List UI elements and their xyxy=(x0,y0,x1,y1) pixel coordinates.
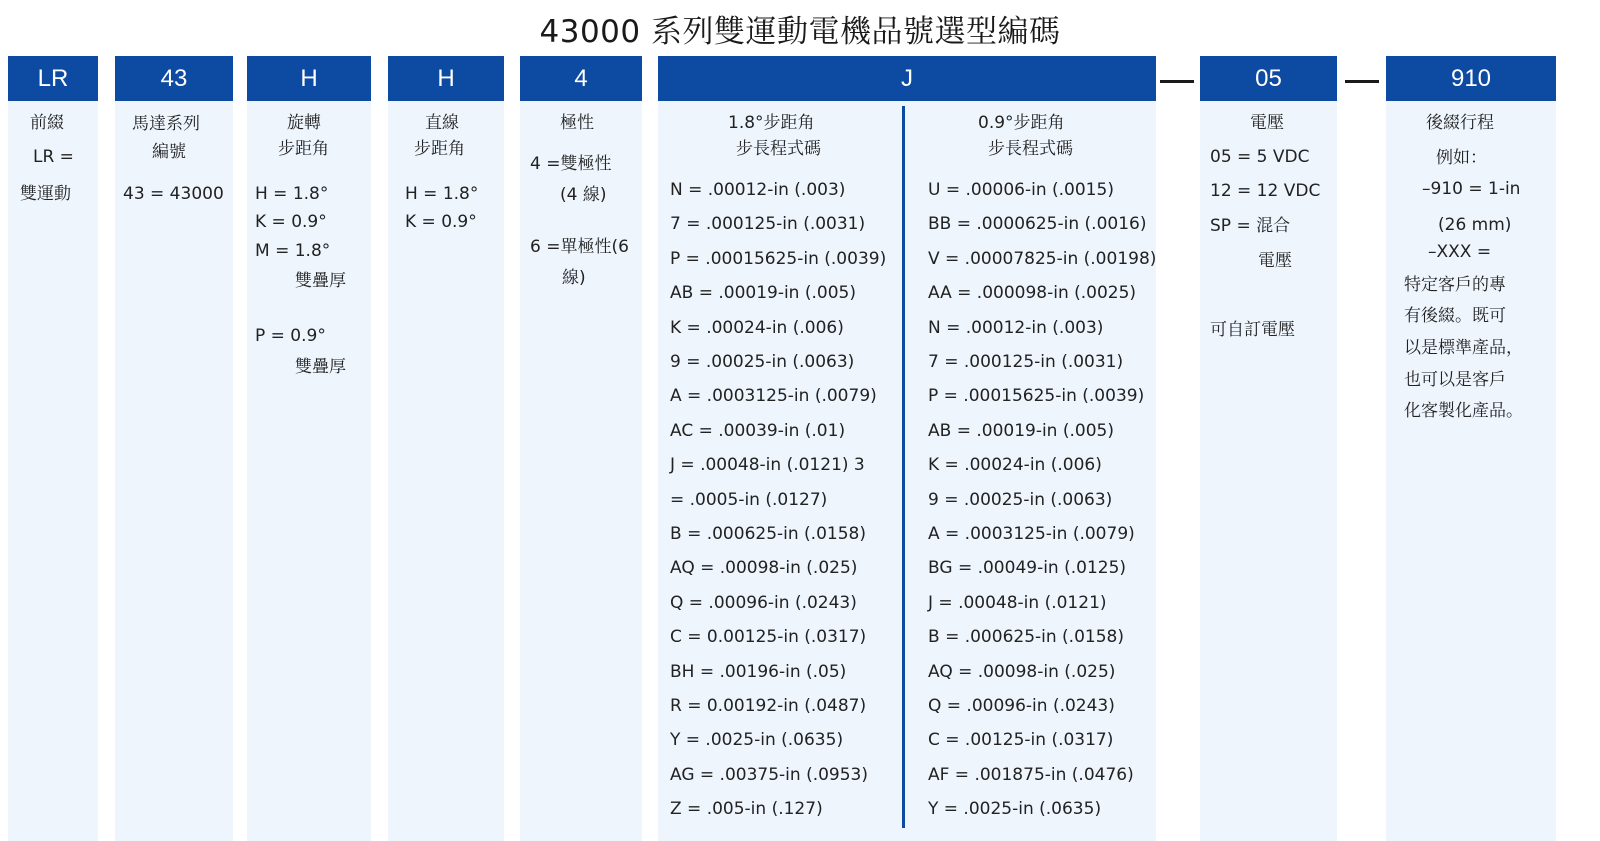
suffix-desc-3: 以是標準產品， xyxy=(1404,338,1523,358)
step-code-item: AC = .00039-in (.01) xyxy=(670,420,846,441)
step-code-item: BG = .00049-in (.0125) xyxy=(928,558,1127,579)
step-code-item: AB = .00019-in (.005) xyxy=(928,420,1114,441)
step-code-item: U = .00006-in (.0015) xyxy=(928,180,1114,200)
polarity-bipolar-wires: (4 線) xyxy=(560,185,607,205)
voltage-label: 電壓 xyxy=(1250,113,1284,133)
step-right-heading: 0.9°步距角 xyxy=(978,113,1065,133)
header-series: 43 xyxy=(115,56,233,101)
step-code-item: = .0005-in (.0127) xyxy=(670,489,828,510)
rotation-k: K = 0.9° xyxy=(255,212,327,232)
voltage-5: 05 = 5 VDC xyxy=(1210,147,1310,167)
rotation-label-2: 步距角 xyxy=(278,139,329,159)
step-code-item: AG = .00375-in (.0953) xyxy=(670,764,869,785)
step-code-item: AQ = .00098-in (.025) xyxy=(670,558,858,579)
step-code-item: B = .000625-in (.0158) xyxy=(928,627,1124,648)
step-code-item: 7 = .000125-in (.0031) xyxy=(928,352,1124,372)
step-code-item: N = .00012-in (.003) xyxy=(928,317,1104,338)
rotation-m-note: 雙疊厚 xyxy=(295,271,346,291)
suffix-custom-code: –XXX = xyxy=(1428,242,1492,262)
column-suffix xyxy=(1386,56,1556,841)
column-prefix xyxy=(8,56,98,841)
step-code-item: AA = .000098-in (.0025) xyxy=(928,283,1137,304)
page-title: 43000 系列雙運動電機品號選型編碼 xyxy=(539,14,1061,50)
step-code-item: K = .00024-in (.006) xyxy=(928,455,1102,476)
step-code-item: A = .0003125-in (.0079) xyxy=(670,386,877,407)
prefix-value: 雙運動 xyxy=(20,184,71,204)
header-prefix: LR xyxy=(8,56,98,101)
step-code-item: Z = .005-in (.127) xyxy=(670,799,823,820)
linear-label: 直線 xyxy=(425,113,459,133)
step-code-item: Q = .00096-in (.0243) xyxy=(928,696,1115,716)
column-series xyxy=(115,56,233,841)
step-code-item: 9 = .00025-in (.0063) xyxy=(670,352,855,372)
column-linear xyxy=(388,56,504,841)
step-code-item: AB = .00019-in (.005) xyxy=(670,283,856,304)
step-code-item: Q = .00096-in (.0243) xyxy=(670,592,857,613)
step-code-item: 9 = .00025-in (.0063) xyxy=(928,489,1113,510)
linear-k: K = 0.9° xyxy=(405,212,477,232)
suffix-example-mm: (26 mm) xyxy=(1438,215,1512,235)
step-code-item: J = .00048-in (.0121) 3 xyxy=(670,455,865,476)
suffix-label: 後綴行程 xyxy=(1426,113,1494,133)
header-step-code: J xyxy=(658,56,1156,101)
step-code-item: K = .00024-in (.006) xyxy=(670,317,844,338)
suffix-desc-4: 也可以是客戶 xyxy=(1404,370,1506,390)
step-left-heading: 1.8°步距角 xyxy=(728,113,815,133)
step-code-item: B = .000625-in (.0158) xyxy=(670,524,866,544)
suffix-desc-5: 化客製化產品。 xyxy=(1404,401,1523,421)
column-voltage xyxy=(1200,56,1337,841)
suffix-example: –910 = 1-in xyxy=(1422,179,1521,199)
step-code-item: P = .00015625-in (.0039) xyxy=(928,386,1145,407)
header-voltage: 05 xyxy=(1200,56,1337,101)
voltage-sp: SP = 混合 xyxy=(1210,216,1291,236)
series-value: 43 = 43000 xyxy=(123,184,224,204)
step-code-item: AQ = .00098-in (.025) xyxy=(928,661,1116,682)
step-code-item: N = .00012-in (.003) xyxy=(670,180,846,200)
rotation-label: 旋轉 xyxy=(287,113,321,133)
dash-separator xyxy=(1345,80,1379,83)
polarity-unipolar: 6 =單極性(6 xyxy=(530,237,629,257)
voltage-custom: 可自訂電壓 xyxy=(1210,320,1295,340)
step-right-heading-2: 步長程式碼 xyxy=(988,139,1073,159)
header-linear: H xyxy=(388,56,504,101)
step-code-item: J = .00048-in (.0121) xyxy=(928,592,1107,613)
rotation-h: H = 1.8° xyxy=(255,184,329,204)
step-code-item: A = .0003125-in (.0079) xyxy=(928,524,1135,544)
polarity-label: 極性 xyxy=(560,113,594,133)
step-column-divider xyxy=(902,106,905,828)
header-rotation: H xyxy=(247,56,371,101)
rotation-p: P = 0.9° xyxy=(255,326,326,346)
linear-h: H = 1.8° xyxy=(405,184,479,204)
voltage-12: 12 = 12 VDC xyxy=(1210,181,1321,201)
linear-label-2: 步距角 xyxy=(414,139,465,159)
dash-separator xyxy=(1160,80,1194,83)
prefix-label: 前綴 xyxy=(30,113,64,133)
rotation-m: M = 1.8° xyxy=(255,241,331,261)
step-left-heading-2: 步長程式碼 xyxy=(736,139,821,159)
column-polarity xyxy=(520,56,642,841)
column-rotation xyxy=(247,56,371,841)
step-code-item: Y = .0025-in (.0635) xyxy=(670,730,844,751)
header-suffix: 910 xyxy=(1386,56,1556,101)
suffix-example-label: 例如： xyxy=(1436,148,1487,168)
step-code-item: C = 0.00125-in (.0317) xyxy=(670,627,867,648)
header-polarity: 4 xyxy=(520,56,642,101)
polarity-unipolar-wires: 線) xyxy=(562,268,586,288)
series-label: 馬達系列 xyxy=(132,114,200,134)
polarity-bipolar: 4 =雙極性 xyxy=(530,154,612,174)
step-code-item: V = .00007825-in (.00198) xyxy=(928,248,1157,269)
step-code-item: 7 = .000125-in (.0031) xyxy=(670,214,866,235)
rotation-p-note: 雙疊厚 xyxy=(295,357,346,377)
step-code-item: AF = .001875-in (.0476) xyxy=(928,764,1134,785)
step-code-item: BB = .0000625-in (.0016) xyxy=(928,214,1147,235)
suffix-desc-1: 特定客戶的專 xyxy=(1404,275,1506,295)
prefix-code: LR = xyxy=(33,147,74,167)
step-code-item: Y = .0025-in (.0635) xyxy=(928,799,1102,820)
suffix-desc-2: 有後綴。既可 xyxy=(1404,306,1506,326)
step-code-item: BH = .00196-in (.05) xyxy=(670,661,847,682)
step-code-item: P = .00015625-in (.0039) xyxy=(670,248,887,269)
series-label-2: 編號 xyxy=(152,142,186,162)
voltage-sp-note: 電壓 xyxy=(1258,251,1292,271)
step-code-item: C = .00125-in (.0317) xyxy=(928,730,1114,751)
column-step-code xyxy=(658,56,1156,841)
step-code-item: R = 0.00192-in (.0487) xyxy=(670,696,867,716)
